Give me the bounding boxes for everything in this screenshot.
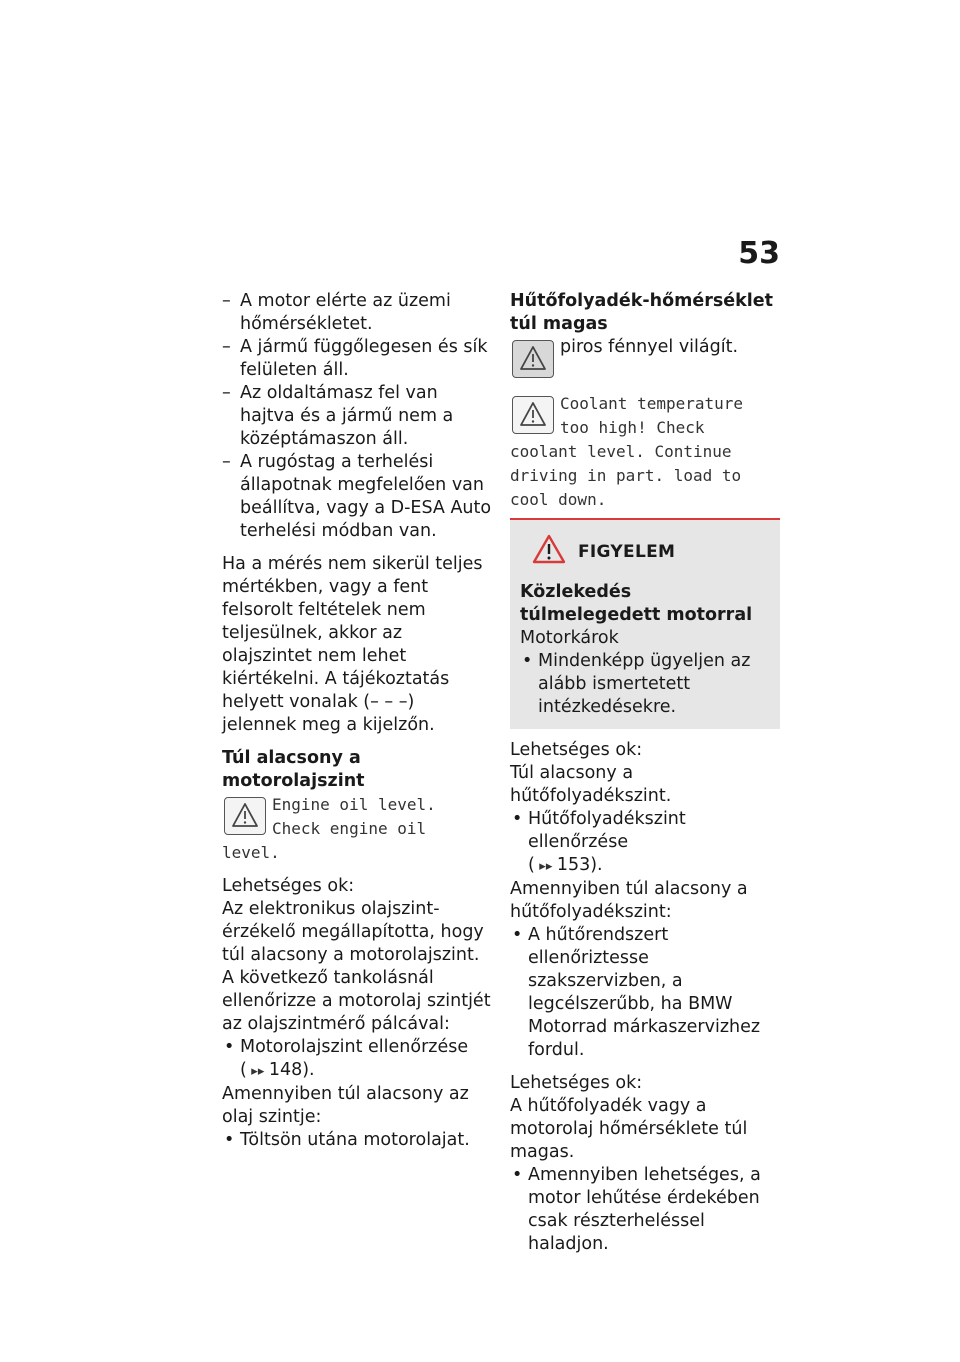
dash-marker: – — [222, 337, 231, 357]
condition-item — [222, 382, 492, 451]
warning-notice-box — [510, 518, 780, 729]
notice-title: FIGYELEM — [578, 542, 676, 562]
oil-check-page-ref[interactable]: 148). — [268, 1060, 315, 1080]
right-column — [510, 290, 780, 1256]
condition-text: A rugóstag a terhelési állapotnak megfelelően van beállítva, vagy a D-ESA Auto terhelési módban van. — [240, 452, 492, 541]
coolant-display-message: Coolant temperature too high! Check coolant level. Continue driving in part. load to cool down. — [510, 394, 744, 509]
condition-text: A jármű függőlegesen és sík felületen áll. — [240, 337, 488, 380]
warning-triangle-icon — [224, 797, 266, 835]
coolant-warning-row — [510, 392, 780, 512]
warning-light-icon — [512, 340, 554, 378]
page-reference-arrow-icon: ▸▸ — [539, 859, 553, 874]
red-light-text: piros fénnyel világít. — [560, 337, 739, 357]
oil-level-heading: Túl alacsony a motorolajszint — [222, 748, 365, 791]
oil-fill-text: Töltsön utána motorolajat. — [240, 1130, 470, 1150]
list-item — [510, 1164, 780, 1256]
bullet-marker: • — [512, 1165, 523, 1185]
bullet-marker: • — [522, 651, 533, 671]
notice-header — [532, 534, 770, 571]
condition-item — [222, 451, 492, 543]
bullet-marker: • — [224, 1130, 235, 1150]
possible-cause-label: Lehetséges ok: — [510, 1073, 643, 1093]
oil-if-low-text: Amennyiben túl alacsony az olaj szintje: — [222, 1084, 469, 1127]
condition-item — [222, 336, 492, 382]
ref-open: ( — [528, 855, 535, 875]
condition-text: A motor elérte az üzemi hőmérsékletet. — [240, 291, 451, 334]
notice-consequence: Motorkárok — [520, 628, 619, 648]
caution-icon — [532, 534, 566, 571]
list-item — [510, 924, 780, 1062]
bullet-marker: • — [224, 1037, 235, 1057]
ref-open: ( — [240, 1060, 247, 1080]
notice-subtitle: Közlekedés túlmelegedett motorral — [520, 582, 753, 625]
temperature-cause-text: A hűtőfolyadék vagy a motorolaj hőmérséklete túl magas. — [510, 1096, 748, 1162]
list-item — [520, 650, 770, 719]
warning-triangle-icon — [512, 396, 554, 434]
page-number: 53 — [738, 236, 780, 271]
left-column — [222, 290, 492, 1152]
coolant-if-low-text: Amennyiben túl alacsony a hűtőfolyadékszint: — [510, 879, 748, 922]
service-text: A hűtőrendszert ellenőriztesse szakszervizben, a legcélszerűbb, ha BMW Motorrad márkaszervizhez fordul. — [528, 925, 761, 1060]
coolant-check-text: Hűtőfolyadékszint ellenőrzése — [528, 809, 686, 852]
red-light-row — [510, 336, 780, 382]
list-item — [222, 1036, 492, 1083]
page-reference-arrow-icon: ▸▸ — [251, 1064, 265, 1079]
measurement-paragraph: Ha a mérés nem sikerül teljes mértékben, vagy a fent felsorolt feltételek nem teljesülnek, akkor az olajszintet nem lehet kiértékelni. A tájékoztatás helyett vonalak (– – –) jelennek meg a kijelzőn. — [222, 554, 483, 735]
possible-cause-label: Lehetséges ok: — [510, 740, 643, 760]
oil-cause-text: Az elektronikus olajszint-érzékelő megállapította, hogy túl alacsony a motorolajszint. A következő tankolásnál ellenőrizze a motorolaj szintjét az olajszintmérő pálcával: — [222, 899, 491, 1034]
partial-load-text: Amennyiben lehetséges, a motor lehűtése érdekében csak részterheléssel haladjon. — [528, 1165, 761, 1254]
condition-text: Az oldaltámasz fel van hajtva és a jármű nem a középtámaszon áll. — [240, 383, 454, 449]
oil-display-message: Engine oil level. Check engine oil level. — [222, 795, 436, 862]
condition-item — [222, 290, 492, 336]
bullet-marker: • — [512, 809, 523, 829]
dash-marker: – — [222, 291, 231, 311]
coolant-heading: Hűtőfolyadék-hőmérséklet túl magas — [510, 291, 774, 334]
oil-check-text: Motorolajszint ellenőrzése — [240, 1037, 469, 1057]
dash-marker: – — [222, 383, 231, 403]
bullet-marker: • — [512, 925, 523, 945]
notice-bullet-text: Mindenképp ügyeljen az alább ismertetett intézkedésekre. — [538, 651, 751, 717]
coolant-cause-text: Túl alacsony a hűtőfolyadékszint. — [510, 763, 672, 806]
possible-cause-label: Lehetséges ok: — [222, 876, 355, 896]
list-item — [222, 1129, 492, 1152]
dash-marker: – — [222, 452, 231, 472]
oil-warning-row — [222, 793, 492, 865]
list-item — [510, 808, 780, 878]
coolant-check-page-ref[interactable]: 153). — [556, 855, 603, 875]
